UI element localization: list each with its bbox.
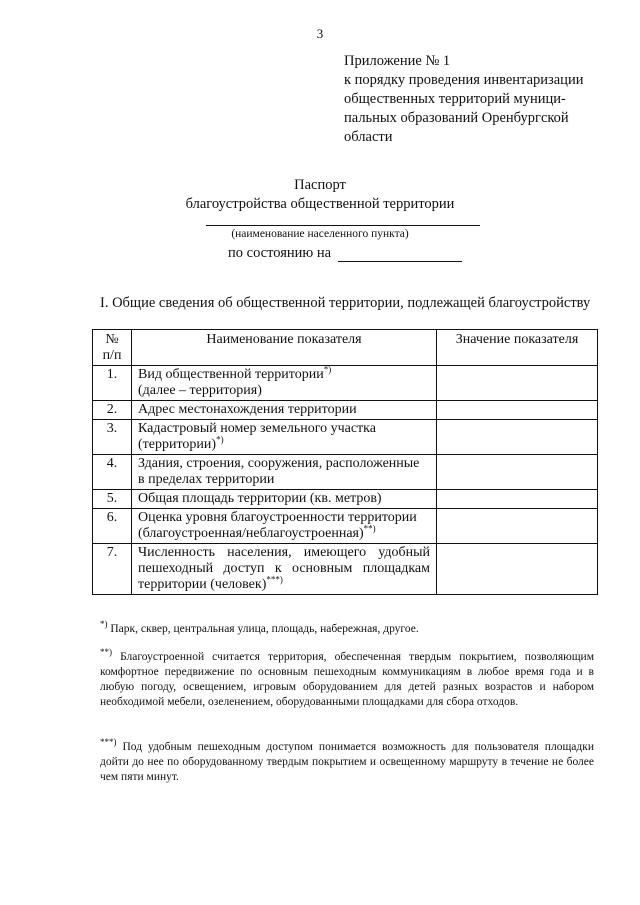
table-row — [93, 490, 598, 509]
row-value-cell[interactable] — [437, 544, 598, 595]
row-indicator: Кадастровый номер земельного участка (территории)*) — [132, 420, 437, 455]
row-number: 4. — [93, 455, 132, 490]
table-row — [93, 366, 598, 401]
appendix-line: к порядку проведения инвентаризации — [344, 72, 584, 88]
header-value: Значение показателя — [437, 330, 598, 366]
locality-blank-line[interactable] — [206, 225, 480, 226]
passport-title-block — [0, 176, 640, 214]
table-row — [93, 509, 598, 544]
table-header-row — [93, 330, 598, 366]
table-row — [93, 401, 598, 420]
general-info-table — [92, 329, 598, 595]
row-value-cell[interactable] — [437, 366, 598, 401]
row-indicator: Вид общественной территории*) (далее – территория) — [132, 366, 437, 401]
appendix-line: общественных территорий муници- — [344, 91, 566, 107]
row-value-cell[interactable] — [437, 509, 598, 544]
locality-hint: (наименование населенного пункта) — [231, 228, 409, 240]
row-indicator: Адрес местонахождения территории — [132, 401, 437, 420]
section-title: I. Общие сведения об общественной территории, подлежащей благоустройству — [100, 295, 591, 311]
appendix-heading — [344, 52, 604, 147]
row-indicator: Общая площадь территории (кв. метров) — [132, 490, 437, 509]
row-indicator: Здания, строения, сооружения, расположенные в пределах территории — [132, 455, 437, 490]
row-value-cell[interactable] — [437, 420, 598, 455]
page-number: 3 — [316, 26, 324, 41]
table-row — [93, 420, 598, 455]
appendix-line: области — [344, 129, 393, 145]
appendix-line: Приложение № 1 — [344, 53, 451, 69]
passport-title: Паспорт — [294, 177, 346, 193]
footnote-2: **) Благоустроенной считается территория, обеспеченная твердым покрытием, позволяющим комфортное передвижение по основным пешеходным коммуникациям в любое время года и в любую погоду, освещением, игровым оборудованием для детей разных возрастов и набором необходимой мебели, озеленением, оборудованными площадками для сбора отходов. — [100, 647, 594, 708]
row-value-cell[interactable] — [437, 490, 598, 509]
footnote-3: ***) Под удобным пешеходным доступом понимается возможность для пользователя площадки дойти до нее по оборудованному твердым покрытием и освещенному маршруту в течение не более чем пяти минут. — [100, 737, 594, 783]
footnote-1: *) Парк, сквер, центральная улица, площадь, набережная, другое. — [100, 619, 419, 635]
row-value-cell[interactable] — [437, 455, 598, 490]
passport-subtitle: благоустройства общественной территории — [185, 196, 455, 212]
as-of-blank-line[interactable] — [338, 261, 462, 262]
row-indicator: Оценка уровня благоустроенности территории (благоустроенная/неблагоустроенная)**) — [132, 509, 437, 544]
row-number: 3. — [93, 420, 132, 455]
row-value-cell[interactable] — [437, 401, 598, 420]
row-number: 2. — [93, 401, 132, 420]
appendix-line: пальных образований Оренбургской — [344, 110, 569, 126]
as-of-label: по состоянию на — [228, 245, 332, 261]
header-num: № п/п — [93, 330, 132, 366]
table-row — [93, 544, 598, 595]
row-number: 1. — [93, 366, 132, 401]
table-row — [93, 455, 598, 490]
row-indicator: Численность населения, имеющего удобный пешеходный доступ к основным площадкам территории (человек)***) — [132, 544, 437, 595]
header-name: Наименование показателя — [132, 330, 437, 366]
row-number: 7. — [93, 544, 132, 595]
row-number: 6. — [93, 509, 132, 544]
row-number: 5. — [93, 490, 132, 509]
